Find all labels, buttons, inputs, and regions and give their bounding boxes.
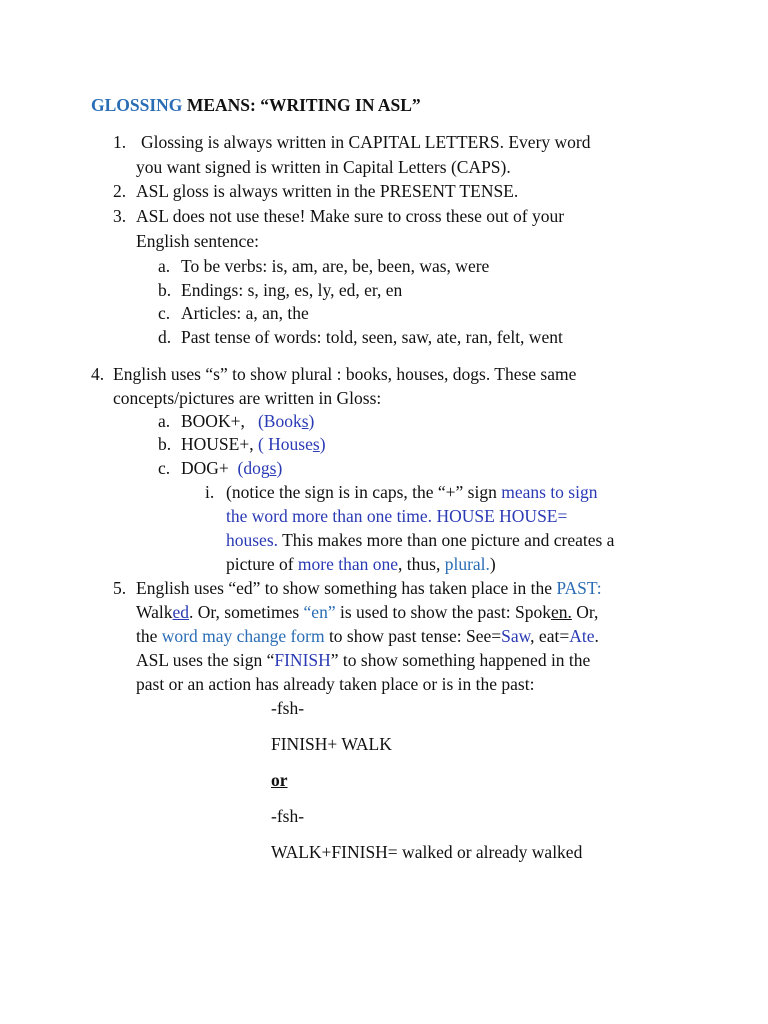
english-plural (258, 411, 314, 431)
rule-highlight: Saw (501, 626, 531, 646)
rule-3-number: 3. (113, 206, 127, 226)
note-text: This makes more than one picture and creates a (278, 530, 615, 550)
rule-2-line-1: ASL gloss is always written in the PRESENT TENSE. (136, 181, 519, 201)
note-line-4 (226, 553, 496, 575)
paren-close: ) (319, 434, 326, 454)
english-word: (dog (237, 458, 270, 478)
english-word: (Book (257, 411, 302, 431)
plural-marker: s (301, 411, 309, 431)
gloss-text: HOUSE+, (181, 434, 254, 454)
rule-5-number: 5. (113, 578, 127, 598)
plural-marker: s (312, 434, 320, 454)
rule-4-number: 4. (91, 364, 105, 384)
rule-4-line-1: English uses “s” to show plural : books, houses, dogs. These same (113, 364, 577, 384)
rule-3-subitem-letter: b. (158, 280, 172, 300)
plural-example-letter: c. (158, 458, 171, 478)
rule-text: , eat= (530, 626, 570, 646)
rule-highlight: PAST: (556, 578, 602, 598)
rule-highlight: word may change form (161, 626, 325, 646)
rule-5-line-2 (136, 601, 598, 623)
note-line-3 (226, 529, 614, 551)
english-plural (238, 458, 283, 478)
example-finish-walk: FINISH+ WALK (271, 734, 392, 754)
plural-example-letter: b. (158, 434, 172, 454)
fsh-notation: -fsh- (271, 806, 305, 826)
rule-text: English uses “ed” to show something has taken place in the (136, 578, 557, 598)
note-text: (notice the sign is in caps, the “+” sign (226, 482, 502, 502)
rule-5-line-1 (136, 577, 602, 599)
rule-3-subitem-text: Articles: a, an, the (181, 303, 309, 323)
note-text: ) (489, 554, 496, 574)
rule-underlined: en. (550, 602, 572, 622)
rule-highlight: “en” (303, 602, 336, 622)
note-highlight: HOUSE HOUSE= (432, 506, 568, 526)
plural-example-house (181, 433, 326, 455)
plural-example-letter: a. (158, 411, 171, 431)
note-line-1 (226, 481, 597, 503)
rule-text: is used to show the past: Spok (335, 602, 551, 622)
rule-5-line-4 (136, 649, 590, 671)
note-text: picture of (226, 554, 298, 574)
rule-text: . Or, sometimes (189, 602, 304, 622)
title-lead: GLOSSING (91, 95, 183, 115)
plural-example-dog (181, 457, 282, 479)
rule-1-line-1: Glossing is always written in CAPITAL LETTERS. Every word (141, 132, 591, 152)
rule-highlight: Ate (569, 626, 595, 646)
rule-2-number: 2. (113, 181, 127, 201)
english-plural (258, 434, 326, 454)
english-word: ( House (257, 434, 313, 454)
paren-close: ) (276, 458, 283, 478)
rule-text: . (594, 626, 599, 646)
note-text: , thus, (398, 554, 445, 574)
rule-highlight: FINISH (274, 650, 331, 670)
rule-3-subitem-letter: a. (158, 256, 171, 276)
fsh-notation: -fsh- (271, 698, 305, 718)
rule-1-line-2: you want signed is written in Capital Letters (CAPS). (136, 157, 511, 177)
rule-3-subitem-text: To be verbs: is, am, are, be, been, was, were (181, 256, 490, 276)
note-highlight: houses. (226, 530, 279, 550)
example-walk-finish: WALK+FINISH= walked or already walked (271, 842, 583, 862)
rule-text: ASL uses the sign “ (136, 650, 275, 670)
rule-text: Walk (136, 602, 173, 622)
gloss-text: DOG+ (181, 458, 229, 478)
rule-text: the (136, 626, 162, 646)
rule-1-number: 1. (113, 132, 127, 152)
rule-4-line-2: concepts/pictures are written in Gloss: (113, 388, 382, 408)
note-highlight: means to sign (501, 482, 598, 502)
rule-highlight: ed (172, 602, 190, 622)
rule-5-line-3 (136, 625, 599, 647)
rule-text: to show past tense: See= (324, 626, 502, 646)
gloss-text: BOOK+, (181, 411, 245, 431)
rule-3-subitem-letter: c. (158, 303, 171, 323)
rule-3-subitem-text: Past tense of words: told, seen, saw, ate, ran, felt, went (181, 327, 563, 347)
plural-marker: s (269, 458, 277, 478)
rule-3-subitem-letter: d. (158, 327, 172, 347)
note-number: i. (205, 482, 215, 502)
rule-text: ” to show something happened in the (330, 650, 591, 670)
title-rest: MEANS: “WRITING IN ASL” (182, 95, 421, 115)
note-highlight: plural. (444, 554, 490, 574)
example-or: or (271, 770, 288, 790)
rule-3-line-1: ASL does not use these! Make sure to cross these out of your (136, 206, 565, 226)
rule-3-subitem-text: Endings: s, ing, es, ly, ed, er, en (181, 280, 403, 300)
page-title (91, 94, 421, 116)
note-highlight: more than one (297, 554, 399, 574)
plural-example-book (181, 410, 314, 432)
note-highlight: the word more than one time. (226, 506, 433, 526)
rule-text: Or, (571, 602, 599, 622)
rule-5-line-5: past or an action has already taken place or is in the past: (136, 674, 535, 694)
paren-close: ) (308, 411, 315, 431)
rule-3-line-2: English sentence: (136, 231, 259, 251)
note-line-2 (226, 505, 567, 527)
